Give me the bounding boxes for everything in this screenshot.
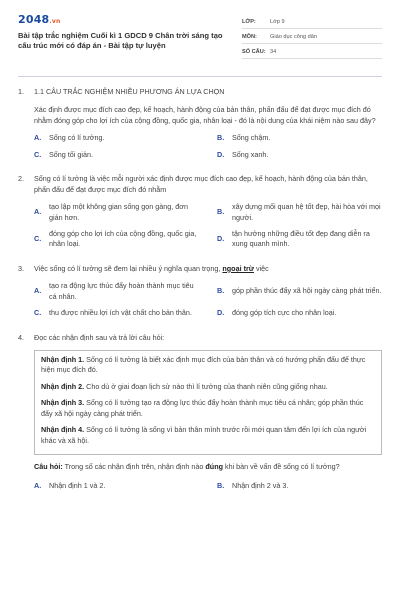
- option-text: tận hưởng những điều tốt đẹp đang diễn ra xung quanh mình.: [232, 228, 370, 249]
- question-body: [34, 87, 382, 168]
- sub-question-label: Câu hỏi:: [34, 462, 63, 472]
- stem-text: việc: [255, 263, 269, 273]
- option-text: đóng góp cho lợi ích của cộng đồng, quốc gia, nhân loại.: [49, 228, 197, 249]
- meta-info: [242, 12, 382, 64]
- question-number: 3.: [18, 263, 24, 273]
- option-letter: D.: [217, 308, 225, 318]
- header-divider: [18, 76, 382, 77]
- brand-block: [18, 12, 233, 64]
- page-header: [18, 12, 382, 64]
- option-text: góp phần thúc đẩy xã hội ngày càng phát triển.: [232, 286, 382, 296]
- option-letter: C.: [34, 308, 42, 318]
- question-1: [18, 87, 382, 168]
- option-a[interactable]: [34, 202, 199, 223]
- sub-question-emphasis: đúng: [205, 462, 223, 472]
- logo-suffix: .vn: [49, 18, 61, 25]
- question-4: [18, 333, 382, 499]
- option-letter: C.: [34, 234, 42, 244]
- options-grid: [34, 281, 382, 318]
- claim-label: Nhận định 1.: [41, 355, 85, 364]
- option-letter: A.: [34, 480, 42, 490]
- stem-text: Việc sống có lí tưởng sẽ đem lại nhiều ý nghĩa quan trọng,: [34, 263, 221, 273]
- question-3: [18, 264, 382, 327]
- option-text: Sống tối giản.: [49, 149, 93, 159]
- option-text: đóng góp tích cực cho nhân loại.: [232, 308, 337, 318]
- sub-question: [34, 462, 382, 472]
- meta-value: Giáo dục công dân: [270, 33, 317, 40]
- meta-label: LỚP:: [242, 18, 256, 25]
- claim-label: Nhận định 2.: [41, 381, 85, 391]
- question-stem: Đọc các nhận định sau và trả lời câu hỏi:: [34, 332, 165, 342]
- option-text: tạo lập một không gian sống gọn gàng, đơn giản hơn.: [49, 202, 188, 222]
- stem-emphasis: ngoại trừ: [222, 263, 254, 273]
- option-text: xây dựng mối quan hệ tốt đẹp, hài hòa với mọi người.: [232, 202, 381, 222]
- claim-text: Cho dù ở giai đoạn lịch sử nào thì lí tưởng của thanh niên cũng giống nhau.: [86, 381, 328, 391]
- option-text: Sống xanh.: [232, 149, 269, 159]
- sub-question-text: Trong số các nhận định trên, nhận định nào: [64, 462, 204, 472]
- option-letter: D.: [217, 149, 225, 159]
- option-a[interactable]: [34, 133, 199, 143]
- question-stem: [34, 264, 382, 274]
- options-grid: [34, 133, 382, 160]
- option-b[interactable]: [217, 133, 382, 143]
- question-body: [34, 174, 382, 258]
- claim-label: Nhận định 4.: [41, 425, 85, 435]
- option-letter: B.: [217, 480, 225, 490]
- claim-text: Sống có lí tưởng là sống vì bản thân mình trước rồi mới quan tâm đến lợi ích của người khác và xã hội.: [41, 425, 367, 445]
- option-text: Nhận định 1 và 2.: [49, 480, 106, 490]
- option-b[interactable]: [217, 281, 382, 302]
- meta-row-count: [242, 44, 382, 59]
- option-letter: B.: [217, 207, 225, 217]
- claim-text: Sống có lí tưởng tạo ra động lực thúc đẩy hoàn thành mục tiêu cá nhân; góp phần thúc đẩy xã hội ngày càng phát triển.: [41, 398, 364, 418]
- option-d[interactable]: [217, 229, 382, 250]
- question-stem: Xác định được mục đích cao đẹp, kế hoạch, hành động của bản thân, phấn đấu để đạt được mục đích đó nhằm đóng góp cho lợi ích của cộng đồng, quốc gia, nhân loại - đó là nội dung của khái niệm nào sau đây?: [34, 105, 376, 125]
- meta-row-class: [242, 14, 382, 29]
- sub-question-text: khi bàn về vấn đề sống có lí tưởng?: [224, 462, 340, 472]
- meta-row-subject: [242, 29, 382, 44]
- site-logo[interactable]: [18, 12, 233, 28]
- question-number: 2.: [18, 174, 24, 184]
- option-text: tạo ra động lực thúc đẩy hoàn thành mục tiêu cá nhân.: [49, 281, 194, 301]
- option-letter: D.: [217, 234, 225, 244]
- option-b[interactable]: [217, 481, 382, 491]
- claim-4: [41, 425, 375, 446]
- option-text: Sống chậm.: [232, 133, 271, 143]
- option-letter: B.: [217, 133, 225, 143]
- section-title: 1.1 CÂU TRẮC NGHIỆM NHIỀU PHƯƠNG ÁN LỰA CHỌN: [34, 87, 225, 96]
- options-grid: [34, 481, 382, 491]
- question-number: 1.: [18, 87, 24, 96]
- question-body: [34, 264, 382, 327]
- claim-3: [41, 398, 375, 419]
- option-letter: A.: [34, 286, 42, 296]
- document-title: Bài tập trắc nghiệm Cuối kì 1 GDCD 9 Chân trời sáng tạo cấu trúc mới có đáp án - Bài tập tự luyện: [18, 30, 223, 51]
- options-grid: [34, 202, 382, 250]
- claim-text: Sống có lí tưởng là biết xác định mục đích của bản thân và có hướng phấn đấu để thực hiện mục đích đó.: [41, 355, 366, 375]
- question-number: 4.: [18, 332, 24, 342]
- option-text: Nhận định 2 và 3.: [232, 480, 289, 490]
- claims-box: [34, 350, 382, 455]
- meta-label: MÔN:: [242, 33, 257, 40]
- option-c[interactable]: [34, 150, 199, 160]
- option-d[interactable]: [217, 150, 382, 160]
- question-2: [18, 174, 382, 258]
- claim-1: [41, 355, 375, 376]
- option-c[interactable]: [34, 229, 199, 250]
- option-letter: A.: [34, 133, 42, 143]
- question-stem: Sống có lí tưởng là việc mỗi người xác định được mục đích cao đẹp, kế hoạch, hành động của bản thân, phấn đấu để đạt được mục đích đó nhằm: [34, 174, 368, 194]
- meta-label: SỐ CÂU:: [242, 48, 266, 55]
- meta-value: 34: [270, 48, 277, 55]
- option-letter: A.: [34, 207, 42, 217]
- logo-main: 2048: [18, 13, 50, 26]
- option-text: Sống có lí tưởng.: [49, 133, 105, 143]
- option-a[interactable]: [34, 281, 199, 302]
- option-b[interactable]: [217, 202, 382, 223]
- claim-2: [41, 382, 375, 392]
- option-c[interactable]: [34, 308, 199, 318]
- meta-value: Lớp 9: [270, 18, 285, 25]
- claim-label: Nhận định 3.: [41, 398, 85, 408]
- option-letter: C.: [34, 149, 42, 159]
- option-a[interactable]: [34, 481, 199, 491]
- option-letter: B.: [217, 286, 225, 296]
- question-body: [34, 333, 382, 499]
- option-d[interactable]: [217, 308, 382, 318]
- option-text: thu được nhiều lợi ích vật chất cho bản thân.: [49, 308, 192, 318]
